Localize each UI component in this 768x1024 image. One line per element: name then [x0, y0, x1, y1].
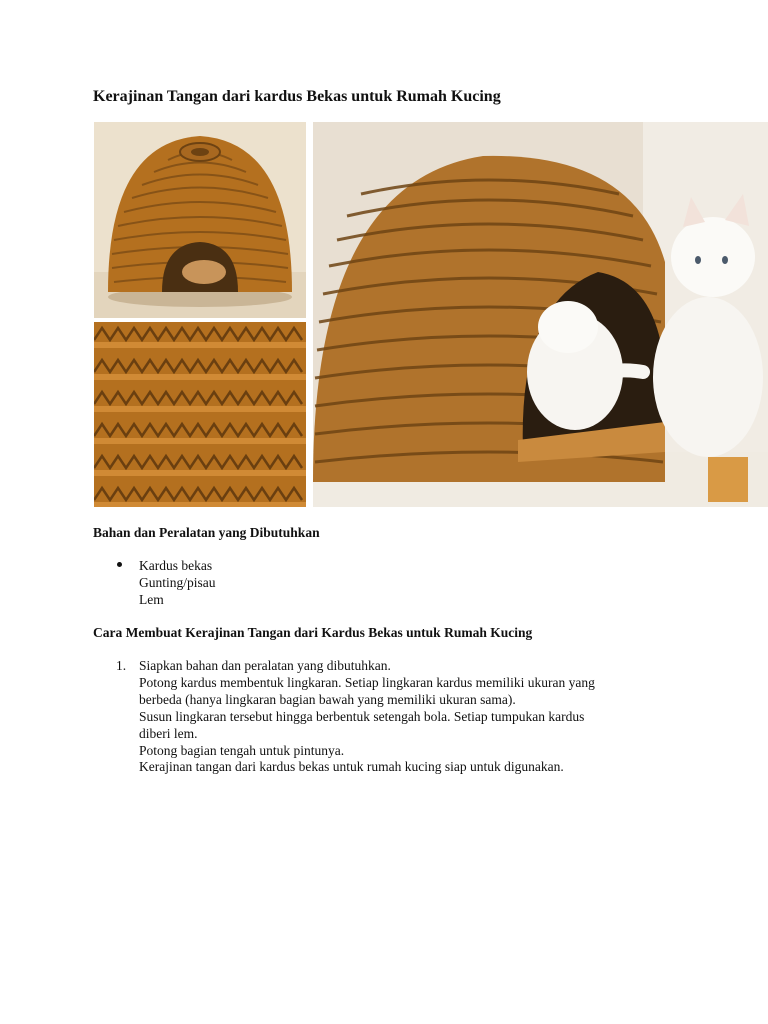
list-number: 1.	[116, 658, 127, 673]
materials-list	[93, 557, 216, 608]
corrugated-cardboard-photo	[94, 322, 306, 507]
dome-cat-house-photo	[94, 122, 306, 318]
steps-heading: Cara Membuat Kerajinan Tangan dari Kardus Bekas untuk Rumah Kucing	[93, 625, 533, 640]
material-item: Lem	[139, 592, 164, 607]
material-item: Gunting/pisau	[139, 575, 216, 590]
step-line: Susun lingkaran tersebut hingga berbentuk setengah bola. Setiap tumpukan kardus	[139, 708, 585, 724]
material-item: Kardus bekas	[139, 558, 213, 573]
step-line: berbeda (hanya lingkaran bagian bawah yang memiliki ukuran sama).	[139, 691, 516, 707]
cats-cardboard-house-photo	[313, 122, 768, 507]
list-item	[93, 658, 595, 776]
step-line: diberi lem.	[139, 725, 198, 741]
step-line: Potong bagian tengah untuk pintunya.	[139, 742, 345, 758]
step-line: Siapkan bahan dan peralatan yang dibutuhkan.	[139, 658, 391, 673]
materials-heading: Bahan dan Peralatan yang Dibutuhkan	[93, 525, 320, 540]
steps-list	[93, 658, 595, 776]
step-line: Kerajinan tangan dari kardus bekas untuk rumah kucing siap untuk digunakan.	[139, 759, 564, 775]
step-line: Potong kardus membentuk lingkaran. Setiap lingkaran kardus memiliki ukuran yang	[139, 674, 595, 690]
document-title: Kerajinan Tangan dari kardus Bekas untuk Rumah Kucing	[93, 88, 501, 105]
photo-collage	[94, 122, 768, 507]
list-item	[93, 557, 216, 608]
bullet-icon	[117, 562, 122, 567]
